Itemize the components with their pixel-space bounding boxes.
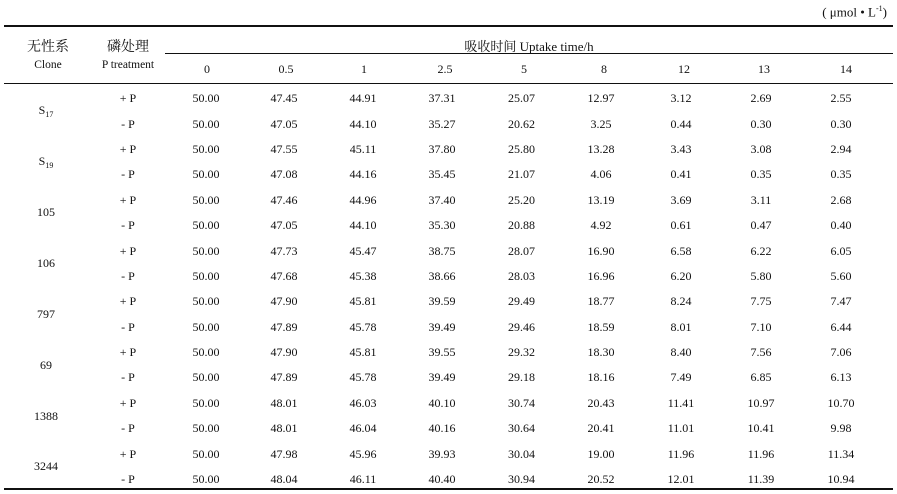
header-bottom-rule (4, 83, 893, 84)
clone-name: 69 (40, 357, 52, 372)
value-cell: 7.75 (750, 294, 772, 309)
value-cell: 50.00 (192, 446, 220, 461)
value-cell: 50.00 (192, 116, 220, 131)
value-cell: 10.41 (747, 421, 775, 436)
table-row (4, 264, 881, 289)
p-treatment-cell: + P (119, 243, 137, 258)
value-cell: 12.97 (587, 91, 615, 106)
clone-name: S (38, 154, 46, 169)
value-cell: 11.34 (827, 446, 855, 461)
value-cell: 50.00 (192, 243, 220, 258)
value-cell: 7.47 (830, 294, 852, 309)
value-cell: 30.74 (508, 395, 535, 410)
value-cell: 48.01 (270, 421, 298, 436)
value-cell: 4.06 (590, 167, 612, 182)
value-cell: 3.08 (750, 141, 772, 156)
value-cell: 12.01 (667, 472, 695, 487)
table-row (4, 86, 881, 111)
clone-name: S (38, 103, 46, 118)
value-cell: 8.40 (670, 345, 692, 360)
table-row (4, 340, 881, 365)
p-treatment-cell: + P (119, 91, 137, 106)
value-cell: 29.49 (508, 294, 535, 309)
value-cell: 6.44 (830, 319, 852, 334)
p-treatment-cell: + P (119, 141, 137, 156)
value-cell: 50.00 (192, 192, 220, 207)
value-cell: 0.35 (830, 167, 852, 182)
table-row (4, 416, 881, 441)
value-cell: 40.10 (428, 395, 456, 410)
value-cell: 46.11 (349, 472, 377, 487)
time-header-5: 8 (601, 62, 607, 76)
table-row (4, 365, 881, 390)
value-cell: 37.31 (428, 91, 456, 106)
p-treatment-cell: + P (119, 395, 137, 410)
value-cell: 47.73 (270, 243, 298, 258)
table-row (4, 467, 881, 492)
value-cell: 10.94 (827, 472, 855, 487)
value-cell: 39.49 (428, 319, 456, 334)
value-cell: 39.59 (428, 294, 456, 309)
value-cell: 18.16 (587, 370, 615, 385)
value-cell: 20.52 (587, 472, 615, 487)
value-cell: 10.70 (827, 395, 855, 410)
value-cell: 9.98 (830, 421, 852, 436)
p-treatment-cell: - P (121, 421, 135, 436)
value-cell: 2.68 (830, 192, 852, 207)
clone-name: 3244 (34, 459, 58, 474)
value-cell: 47.55 (270, 141, 298, 156)
p-treatment-cell: + P (119, 446, 137, 461)
value-cell: 47.46 (270, 192, 298, 207)
table-row (4, 188, 881, 213)
p-treatment-cell: + P (119, 294, 137, 309)
value-cell: 47.89 (270, 370, 298, 385)
time-header-8: 14 (840, 62, 852, 76)
unit-label (822, 4, 887, 20)
p-treatment-cell: - P (121, 167, 135, 182)
value-cell: 47.05 (270, 218, 298, 233)
value-cell: 45.78 (349, 319, 377, 334)
value-cell: 20.62 (508, 116, 535, 131)
value-cell: 29.32 (508, 345, 535, 360)
value-cell: 45.78 (349, 370, 377, 385)
value-cell: 47.90 (270, 294, 298, 309)
clone-cell (4, 238, 88, 289)
value-cell: 47.89 (270, 319, 298, 334)
clone-header-cn: 无性系 (27, 40, 69, 55)
value-cell: 25.80 (508, 141, 535, 156)
value-cell: 46.04 (349, 421, 377, 436)
clone-header-en: Clone (34, 59, 62, 71)
value-cell: 25.07 (508, 91, 535, 106)
value-cell: 20.41 (587, 421, 615, 436)
table-row (4, 111, 881, 136)
time-header-1: 0.5 (278, 62, 294, 76)
value-cell: 48.04 (270, 472, 298, 487)
clone-cell (4, 289, 88, 340)
clone-name: 105 (37, 205, 55, 220)
value-cell: 50.00 (192, 345, 220, 360)
clone-cell (4, 391, 88, 442)
time-header-7: 13 (758, 62, 770, 76)
value-cell: 13.19 (587, 192, 615, 207)
time-header-2: 1 (361, 62, 367, 76)
table-row (4, 391, 881, 416)
top-rule (4, 25, 893, 27)
table-row (4, 162, 881, 187)
clone-subscript: 19 (45, 161, 54, 171)
value-cell: 0.61 (670, 218, 692, 233)
value-cell: 11.39 (747, 472, 775, 487)
value-cell: 45.11 (349, 141, 377, 156)
value-cell: 50.00 (192, 268, 220, 283)
value-cell: 18.59 (587, 319, 615, 334)
value-cell: 7.56 (750, 345, 772, 360)
value-cell: 11.96 (747, 446, 775, 461)
p-treatment-cell: + P (119, 192, 137, 207)
value-cell: 47.08 (270, 167, 298, 182)
value-cell: 40.40 (428, 472, 456, 487)
unit-exponent: -1 (875, 4, 883, 13)
uptake-data-table (4, 86, 881, 492)
value-cell: 13.28 (587, 141, 615, 156)
value-cell: 7.10 (750, 319, 772, 334)
value-cell: 21.07 (508, 167, 535, 182)
value-cell: 6.05 (830, 243, 852, 258)
unit-text: ( μmol • L (822, 4, 876, 20)
value-cell: 50.00 (192, 370, 220, 385)
value-cell: 50.00 (192, 167, 220, 182)
p-treatment-cell: - P (121, 472, 135, 487)
value-cell: 37.40 (428, 192, 456, 207)
value-cell: 39.49 (428, 370, 456, 385)
clone-cell (4, 188, 88, 239)
value-cell: 0.47 (750, 218, 772, 233)
value-cell: 6.22 (750, 243, 772, 258)
time-header-3: 2.5 (437, 62, 453, 76)
table-row (4, 213, 881, 238)
value-cell: 0.44 (670, 116, 692, 131)
value-cell: 44.16 (349, 167, 377, 182)
value-cell: 11.96 (667, 446, 695, 461)
value-cell: 0.30 (830, 116, 852, 131)
value-cell: 50.00 (192, 395, 220, 410)
p-treatment-header-en: P treatment (101, 59, 155, 71)
value-cell: 47.98 (270, 446, 298, 461)
value-cell: 20.88 (508, 218, 535, 233)
value-cell: 18.77 (587, 294, 615, 309)
value-cell: 50.00 (192, 421, 220, 436)
value-cell: 50.00 (192, 141, 220, 156)
value-cell: 44.10 (349, 116, 377, 131)
value-cell: 18.30 (587, 345, 615, 360)
value-cell: 25.20 (508, 192, 535, 207)
value-cell: 11.41 (667, 395, 695, 410)
value-cell: 28.03 (508, 268, 535, 283)
p-treatment-header-cn: 磷处理 (107, 40, 149, 55)
value-cell: 19.00 (587, 446, 615, 461)
unit-close: ) (882, 4, 887, 20)
value-cell: 0.41 (670, 167, 692, 182)
value-cell: 50.00 (192, 472, 220, 487)
value-cell: 28.07 (508, 243, 535, 258)
value-cell: 7.49 (670, 370, 692, 385)
table-row (4, 289, 881, 314)
value-cell: 0.40 (830, 218, 852, 233)
value-cell: 35.30 (428, 218, 456, 233)
value-cell: 20.43 (587, 395, 615, 410)
table-row (4, 441, 881, 466)
value-cell: 30.94 (508, 472, 535, 487)
value-cell: 16.96 (587, 268, 615, 283)
time-header-4: 5 (521, 62, 527, 76)
clone-name: 797 (37, 307, 55, 322)
value-cell: 44.10 (349, 218, 377, 233)
value-cell: 6.13 (830, 370, 852, 385)
value-cell: 48.01 (270, 395, 298, 410)
value-cell: 29.46 (508, 319, 535, 334)
uptake-time-header: 吸收时间 Uptake time/h (464, 39, 594, 54)
value-cell: 3.69 (670, 192, 692, 207)
value-cell: 45.38 (349, 268, 377, 283)
value-cell: 0.30 (750, 116, 772, 131)
table-row (4, 137, 881, 162)
value-cell: 44.96 (349, 192, 377, 207)
value-cell: 45.81 (349, 345, 377, 360)
p-treatment-cell: + P (119, 345, 137, 360)
value-cell: 29.18 (508, 370, 535, 385)
value-cell: 6.85 (750, 370, 772, 385)
value-cell: 6.58 (670, 243, 692, 258)
value-cell: 3.11 (750, 192, 772, 207)
value-cell: 3.25 (590, 116, 612, 131)
value-cell: 47.45 (270, 91, 298, 106)
value-cell: 2.94 (830, 141, 852, 156)
value-cell: 38.66 (428, 268, 456, 283)
value-cell: 45.47 (349, 243, 377, 258)
value-cell: 2.55 (830, 91, 852, 106)
value-cell: 50.00 (192, 91, 220, 106)
value-cell: 6.20 (670, 268, 692, 283)
clone-cell (4, 86, 88, 137)
clone-cell (4, 137, 88, 188)
value-cell: 5.80 (750, 268, 772, 283)
value-cell: 44.91 (349, 91, 377, 106)
clone-cell (4, 441, 88, 492)
value-cell: 16.90 (587, 243, 615, 258)
value-cell: 45.81 (349, 294, 377, 309)
value-cell: 47.90 (270, 345, 298, 360)
value-cell: 0.35 (750, 167, 772, 182)
p-treatment-cell: - P (121, 370, 135, 385)
clone-subscript: 17 (45, 110, 54, 120)
p-treatment-cell: - P (121, 268, 135, 283)
clone-name: 1388 (34, 408, 58, 423)
value-cell: 5.60 (830, 268, 852, 283)
value-cell: 10.97 (747, 395, 775, 410)
time-header-6: 12 (678, 62, 690, 76)
table-row (4, 315, 881, 340)
value-cell: 39.55 (428, 345, 456, 360)
value-cell: 7.06 (830, 345, 852, 360)
p-treatment-cell: - P (121, 116, 135, 131)
clone-cell (4, 340, 88, 391)
value-cell: 50.00 (192, 294, 220, 309)
value-cell: 37.80 (428, 141, 456, 156)
value-cell: 35.27 (428, 116, 456, 131)
value-cell: 30.04 (508, 446, 535, 461)
value-cell: 50.00 (192, 218, 220, 233)
value-cell: 46.03 (349, 395, 377, 410)
value-cell: 40.16 (428, 421, 456, 436)
value-cell: 47.05 (270, 116, 298, 131)
value-cell: 3.43 (670, 141, 692, 156)
table-row (4, 238, 881, 263)
value-cell: 8.01 (670, 319, 692, 334)
value-cell: 3.12 (670, 91, 692, 106)
value-cell: 45.96 (349, 446, 377, 461)
clone-name: 106 (37, 256, 55, 271)
value-cell: 39.93 (428, 446, 456, 461)
p-treatment-cell: - P (121, 319, 135, 334)
value-cell: 2.69 (750, 91, 772, 106)
value-cell: 11.01 (667, 421, 695, 436)
value-cell: 50.00 (192, 319, 220, 334)
value-cell: 30.64 (508, 421, 535, 436)
value-cell: 35.45 (428, 167, 456, 182)
value-cell: 8.24 (670, 294, 692, 309)
value-cell: 4.92 (590, 218, 612, 233)
value-cell: 47.68 (270, 268, 298, 283)
p-treatment-cell: - P (121, 218, 135, 233)
time-header-0: 0 (204, 62, 210, 76)
value-cell: 38.75 (428, 243, 456, 258)
